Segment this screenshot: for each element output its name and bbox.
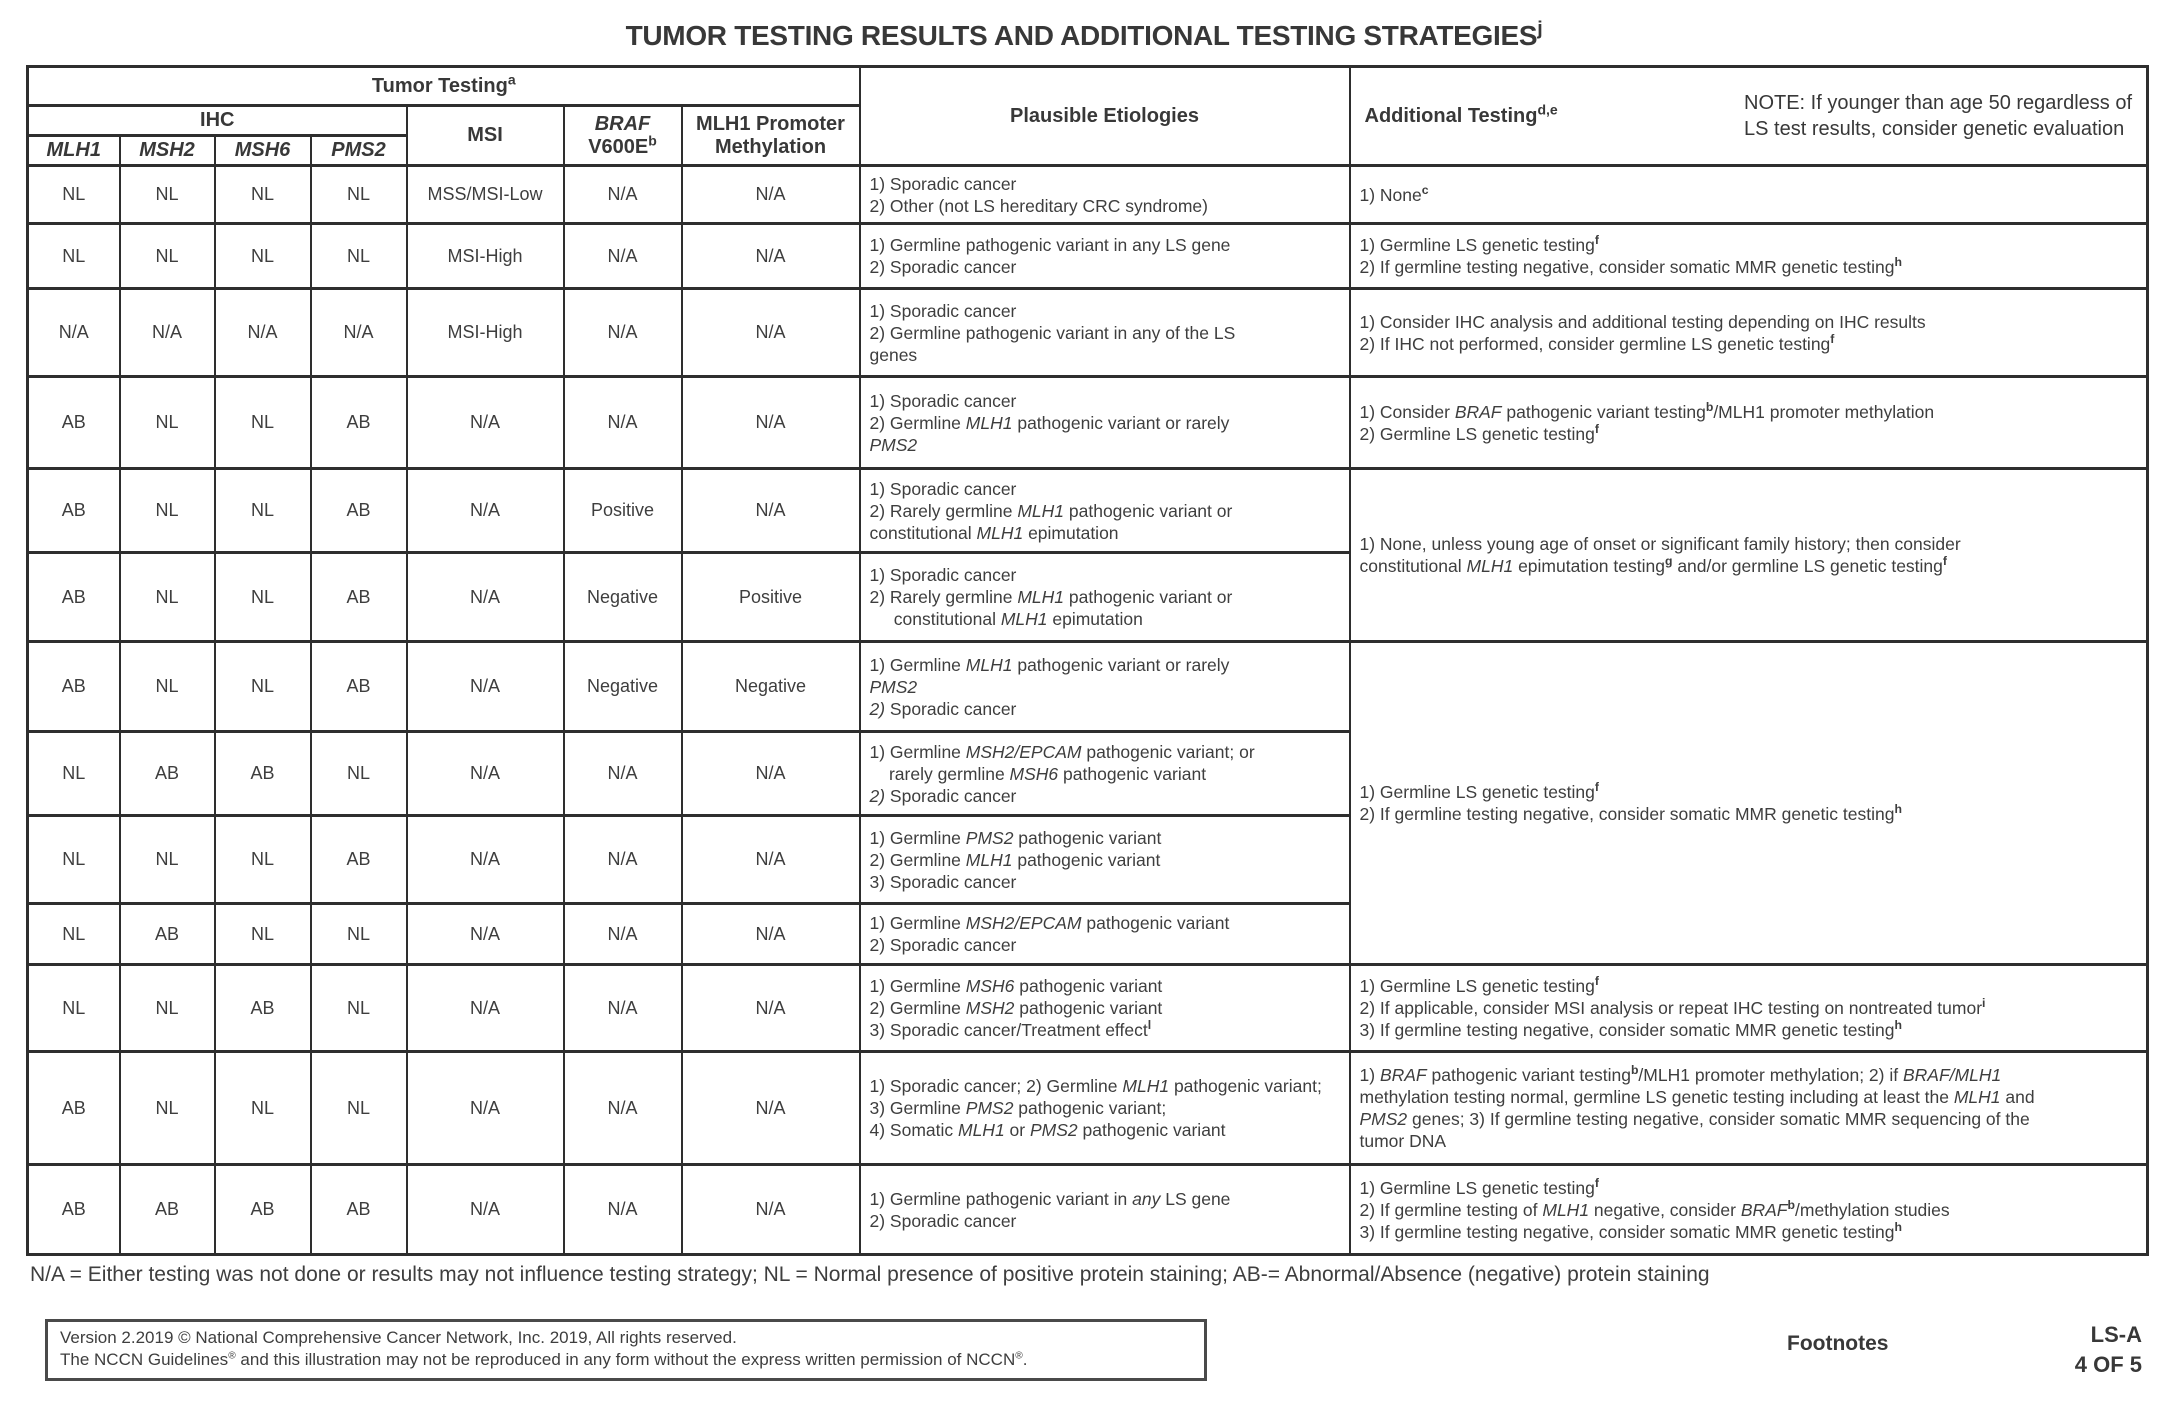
cell-pms2: AB: [311, 553, 407, 642]
page-title: TUMOR TESTING RESULTS AND ADDITIONAL TESTING STRATEGIES$^j$: [625, 17, 1543, 51]
copyright-line-2: The NCCN Guidelines® and this illustration may not be reproduced in any form without the express written permission of NCCN®.: [60, 1350, 1028, 1369]
results-table: [26, 65, 2149, 1256]
cell-msh6: NL: [215, 166, 311, 224]
abbreviation-legend: N/A = Either testing was not done or results may not influence testing strategy; NL = Normal presence of positive protein staining; AB-= Abnormal/Absence (negative) protein staining: [30, 1263, 1710, 1286]
cell-pms2: NL: [311, 904, 407, 965]
cell-methylation: N/A: [682, 816, 860, 904]
table-row: [28, 289, 2148, 377]
cell-plausible-etiologies: 1) Sporadic cancer; 2) Germline MLH1 pathogenic variant; 3) Germline PMS2 pathogenic variant; 4) Somatic MLH1 or PMS2 pathogenic variant: [860, 1052, 1350, 1165]
results-tbody: [28, 166, 2148, 1255]
cell-msh6: NL: [215, 553, 311, 642]
cell-methylation: N/A: [682, 224, 860, 289]
cell-plausible-etiologies: 1) Germline MSH2/EPCAM pathogenic variant; or rarely germline MSH6 pathogenic variant 2) Sporadic cancer: [860, 732, 1350, 816]
page: [0, 17, 2168, 1412]
cell-pms2: AB: [311, 642, 407, 732]
cell-plausible-etiologies: 1) Germline MSH2/EPCAM pathogenic variant 2) Sporadic cancer: [860, 904, 1350, 965]
cell-pms2: NL: [311, 965, 407, 1052]
header-additional-testing: [1350, 67, 2148, 166]
cell-msi: N/A: [407, 1165, 564, 1255]
cell-msh6: N/A: [215, 289, 311, 377]
footnotes-link[interactable]: Footnotes: [1787, 1332, 1889, 1355]
cell-mlh1: NL: [28, 732, 120, 816]
cell-plausible-etiologies: 1) Sporadic cancer 2) Rarely germline MLH1 pathogenic variant or constitutional MLH1 epimutation: [860, 469, 1350, 553]
cell-methylation: Positive: [682, 553, 860, 642]
cell-msh6: AB: [215, 732, 311, 816]
header-gene-mlh1: MLH1: [28, 136, 120, 166]
cell-msi: N/A: [407, 642, 564, 732]
cell-msh2: NL: [120, 469, 215, 553]
cell-additional-testing: 1) BRAF pathogenic variant testing$^b$/MLH1 promoter methylation; 2) if BRAF/MLH1 methylation testing normal, germline LS genetic testing including at least the MLH1 and PMS2 genes; 3) If germline testing negative, consider somatic MMR sequencing of the tumor DNA: [1350, 1052, 2148, 1165]
age-note: NOTE: If younger than age 50 regardless of LS test results, consider genetic evaluation: [1744, 92, 2132, 140]
cell-methylation: N/A: [682, 1052, 860, 1165]
copyright-box: [45, 1319, 1207, 1381]
cell-braf: N/A: [564, 377, 682, 469]
cell-mlh1: AB: [28, 642, 120, 732]
cell-plausible-etiologies: 1) Germline pathogenic variant in any LS gene 2) Sporadic cancer: [860, 224, 1350, 289]
cell-plausible-etiologies: 1) Germline PMS2 pathogenic variant 2) Germline MLH1 pathogenic variant 3) Sporadic cancer: [860, 816, 1350, 904]
cell-methylation: N/A: [682, 377, 860, 469]
cell-msh2: AB: [120, 732, 215, 816]
table-row: [28, 377, 2148, 469]
cell-msi: N/A: [407, 904, 564, 965]
cell-methylation: N/A: [682, 965, 860, 1052]
cell-plausible-etiologies: 1) Germline MSH6 pathogenic variant 2) Germline MSH2 pathogenic variant 3) Sporadic cancer/Treatment effect$^l$: [860, 965, 1350, 1052]
cell-braf: Negative: [564, 553, 682, 642]
cell-plausible-etiologies: 1) Germline pathogenic variant in any LS gene 2) Sporadic cancer: [860, 1165, 1350, 1255]
cell-braf: N/A: [564, 224, 682, 289]
table-row: [28, 1052, 2148, 1165]
cell-msh2: AB: [120, 904, 215, 965]
table-row: [28, 642, 2148, 732]
cell-braf: N/A: [564, 289, 682, 377]
cell-msh6: NL: [215, 1052, 311, 1165]
cell-mlh1: AB: [28, 469, 120, 553]
cell-msh6: NL: [215, 904, 311, 965]
cell-pms2: NL: [311, 166, 407, 224]
cell-msi: MSS/MSI-Low: [407, 166, 564, 224]
cell-msh6: AB: [215, 1165, 311, 1255]
cell-mlh1: AB: [28, 1052, 120, 1165]
header-msi: MSI: [407, 106, 564, 166]
cell-mlh1: AB: [28, 553, 120, 642]
cell-mlh1: NL: [28, 965, 120, 1052]
cell-pms2: NL: [311, 732, 407, 816]
table-row: [28, 166, 2148, 224]
header-tumor-testing: Tumor Testing$^a$: [28, 67, 860, 106]
cell-methylation: Negative: [682, 642, 860, 732]
header-gene-msh6: MSH6: [215, 136, 311, 166]
cell-braf: N/A: [564, 166, 682, 224]
page-identifier: [2075, 1320, 2142, 1380]
table-row: [28, 1165, 2148, 1255]
cell-braf: N/A: [564, 1165, 682, 1255]
header-mlh1-promoter-methylation: MLH1 Promoter Methylation: [682, 106, 860, 166]
cell-plausible-etiologies: 1) Sporadic cancer 2) Germline MLH1 pathogenic variant or rarely PMS2: [860, 377, 1350, 469]
table-row: [28, 965, 2148, 1052]
cell-msh2: NL: [120, 1052, 215, 1165]
cell-methylation: N/A: [682, 1165, 860, 1255]
cell-methylation: N/A: [682, 904, 860, 965]
cell-additional-testing: 1) Consider BRAF pathogenic variant testing$^b$/MLH1 promoter methylation 2) Germline LS genetic testing$^f$: [1350, 377, 2148, 469]
cell-msh2: AB: [120, 1165, 215, 1255]
cell-additional-testing: 1) Consider IHC analysis and additional testing depending on IHC results 2) If IHC not performed, consider germline LS genetic testing$^f$: [1350, 289, 2148, 377]
additional-testing-label: Additional Testing$^{d,e}$: [1364, 100, 1558, 127]
cell-additional-testing: 1) Germline LS genetic testing$^f$ 2) If germline testing negative, consider somatic MMR genetic testing$^h$: [1350, 224, 2148, 289]
cell-mlh1: NL: [28, 166, 120, 224]
cell-braf: N/A: [564, 816, 682, 904]
cell-msi: N/A: [407, 553, 564, 642]
cell-pms2: NL: [311, 1052, 407, 1165]
cell-mlh1: AB: [28, 1165, 120, 1255]
table-row: [28, 469, 2148, 553]
cell-msi: N/A: [407, 469, 564, 553]
cell-msh2: NL: [120, 553, 215, 642]
header-gene-pms2: PMS2: [311, 136, 407, 166]
cell-msh6: NL: [215, 469, 311, 553]
cell-mlh1: NL: [28, 816, 120, 904]
header-braf-v600e: BRAF $V600E^b$: [564, 106, 682, 166]
cell-pms2: AB: [311, 1165, 407, 1255]
cell-methylation: N/A: [682, 469, 860, 553]
cell-msi: MSI-High: [407, 289, 564, 377]
cell-msh2: NL: [120, 377, 215, 469]
cell-braf: N/A: [564, 904, 682, 965]
cell-msh2: NL: [120, 965, 215, 1052]
cell-mlh1: NL: [28, 224, 120, 289]
cell-additional-testing: 1) Germline LS genetic testing$^f$ 2) If germline testing of MLH1 negative, consider BRAF$^b$/methylation studies 3) If germline testing negative, consider somatic MMR genetic testing$^h$: [1350, 1165, 2148, 1255]
cell-mlh1: N/A: [28, 289, 120, 377]
cell-msh6: NL: [215, 224, 311, 289]
cell-msh2: NL: [120, 224, 215, 289]
cell-msh2: N/A: [120, 289, 215, 377]
header-plausible-etiologies: Plausible Etiologies: [860, 67, 1350, 166]
cell-mlh1: AB: [28, 377, 120, 469]
cell-msi: N/A: [407, 732, 564, 816]
copyright-line-1: Version 2.2019 © National Comprehensive Cancer Network, Inc. 2019, All rights reserved.: [60, 1328, 737, 1347]
cell-msh2: NL: [120, 816, 215, 904]
cell-methylation: N/A: [682, 166, 860, 224]
cell-msh6: AB: [215, 965, 311, 1052]
cell-braf: Negative: [564, 642, 682, 732]
cell-mlh1: NL: [28, 904, 120, 965]
cell-msi: N/A: [407, 816, 564, 904]
header-row-1: [28, 67, 2148, 106]
cell-msh6: NL: [215, 816, 311, 904]
cell-additional-testing: 1) Germline LS genetic testing$^f$ 2) If applicable, consider MSI analysis or repeat IHC testing on nontreated tumor$^i$ 3) If germline testing negative, consider somatic MMR genetic testing$^h$: [1350, 965, 2148, 1052]
cell-msi: N/A: [407, 1052, 564, 1165]
cell-methylation: N/A: [682, 732, 860, 816]
page-number: 4 OF 5: [2074, 1352, 2142, 1377]
cell-braf: N/A: [564, 965, 682, 1052]
cell-msh6: NL: [215, 377, 311, 469]
cell-plausible-etiologies: 1) Sporadic cancer 2) Germline pathogenic variant in any of the LS genes: [860, 289, 1350, 377]
cell-plausible-etiologies: 1) Sporadic cancer 2) Rarely germline MLH1 pathogenic variant or constitutional MLH1 epimutation: [860, 553, 1350, 642]
cell-plausible-etiologies: 1) Sporadic cancer 2) Other (not LS hereditary CRC syndrome): [860, 166, 1350, 224]
cell-additional-testing: 1) None, unless young age of onset or significant family history; then consider constitutional MLH1 epimutation testing$^g$ and/or germline LS genetic testing$^f$: [1350, 469, 2148, 642]
cell-msh6: NL: [215, 642, 311, 732]
cell-pms2: NL: [311, 224, 407, 289]
table-row: [28, 224, 2148, 289]
cell-additional-testing: 1) None$^c$: [1350, 166, 2148, 224]
cell-pms2: AB: [311, 377, 407, 469]
cell-methylation: N/A: [682, 289, 860, 377]
cell-msi: N/A: [407, 965, 564, 1052]
cell-additional-testing: 1) Germline LS genetic testing$^f$ 2) If germline testing negative, consider somatic MMR genetic testing$^h$: [1350, 642, 2148, 965]
cell-msi: MSI-High: [407, 224, 564, 289]
header-gene-msh2: MSH2: [120, 136, 215, 166]
cell-msi: N/A: [407, 377, 564, 469]
cell-plausible-etiologies: 1) Germline MLH1 pathogenic variant or rarely PMS2 2) Sporadic cancer: [860, 642, 1350, 732]
cell-msh2: NL: [120, 642, 215, 732]
cell-pms2: AB: [311, 816, 407, 904]
cell-msh2: NL: [120, 166, 215, 224]
cell-pms2: N/A: [311, 289, 407, 377]
header-ihc: IHC: [28, 106, 407, 136]
cell-braf: N/A: [564, 732, 682, 816]
cell-pms2: AB: [311, 469, 407, 553]
cell-braf: N/A: [564, 1052, 682, 1165]
page-code: LS-A: [2090, 1322, 2142, 1347]
cell-braf: Positive: [564, 469, 682, 553]
